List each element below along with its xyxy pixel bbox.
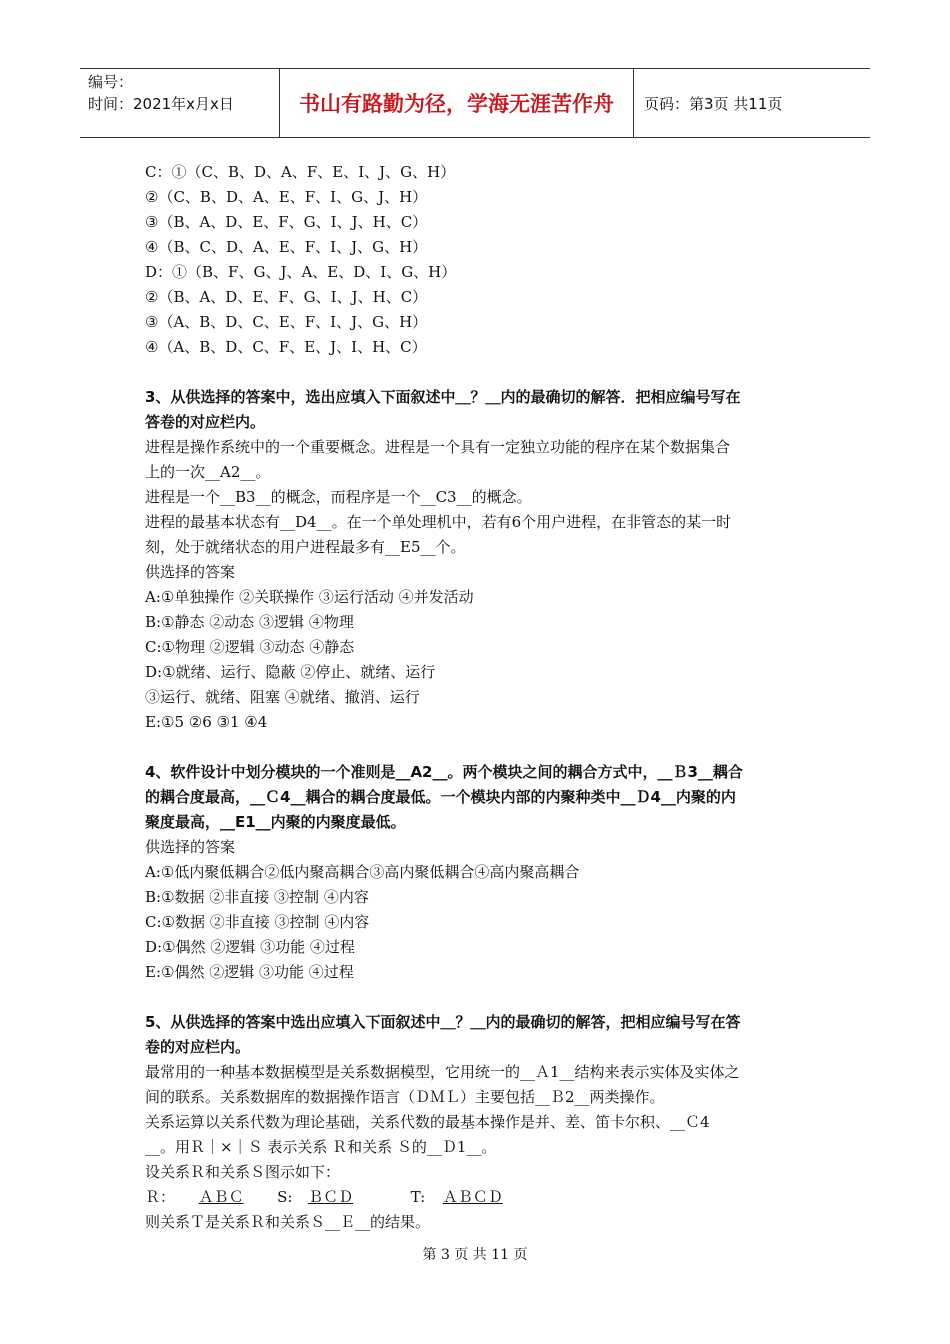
relation-r-label: Ｒ： — [145, 1188, 176, 1206]
answer-option: ③运行、就绪、阻塞 ④就绪、撤消、运行 — [145, 688, 420, 706]
question-text: 最常用的一种基本数据模型是关系数据模型，它用统一的__Ａ1__结构来表示实体及实体之 — [145, 1063, 740, 1081]
answer-option: C:①数据 ②非直接 ③控制 ④内容 — [145, 913, 370, 931]
question-title: 答卷的对应栏内。 — [145, 413, 266, 431]
page-footer: 第 3 页 共 11 页 — [422, 1247, 528, 1263]
question-title: 卷的对应栏内。 — [145, 1038, 251, 1056]
option-line: ④（B、C、D、A、E、F、I、J、G、H） — [145, 238, 428, 256]
option-line: C：①（C、B、D、A、F、E、I、J、G、H） — [145, 163, 456, 181]
question-title: 的耦合度最高，__Ｃ4__耦合的耦合度最低。一个模块内部的内聚种类中__Ｄ4__内聚的内 — [145, 788, 736, 806]
answer-option: C:①物理 ②逻辑 ③动态 ④静态 — [145, 638, 355, 656]
options-block-cd — [145, 160, 815, 360]
option-line: D：①（B、F、G、J、A、E、D、I、G、H） — [145, 263, 457, 281]
option-line: ②（C、B、D、A、E、F、I、G、J、H） — [145, 188, 428, 206]
relation-s-attrs: ＢＣＤ — [308, 1188, 354, 1206]
answer-option: D:①偶然 ②逻辑 ③功能 ④过程 — [145, 938, 355, 956]
answer-option: D:①就绪、运行、隐蔽 ②停止、就绪、运行 — [145, 663, 436, 681]
question-title: 聚度最高，__E1__内聚的内聚度最低。 — [145, 813, 406, 831]
question-text: 进程是一个__B3__的概念，而程序是一个__C3__的概念。 — [145, 488, 532, 506]
date-label: 时间：2021年x月x日 — [88, 95, 234, 113]
answer-heading: 供选择的答案 — [145, 563, 236, 581]
question-text: 上的一次__A2__。 — [145, 463, 271, 481]
question-text: 间的联系。关系数据库的数据操作语言（ＤＭＬ）主要包括__Ｂ2__两类操作。 — [145, 1088, 665, 1106]
header-motto: 书山有路勤为径，学海无涯苦作舟 — [280, 69, 634, 137]
answer-option: B:①数据 ②非直接 ③控制 ④内容 — [145, 888, 369, 906]
question-text: 进程是操作系统中的一个重要概念。进程是一个具有一定独立功能的程序在某个数据集合 — [145, 438, 731, 456]
question-3 — [145, 385, 815, 735]
question-5 — [145, 1010, 815, 1235]
number-label: 编号： — [88, 73, 134, 91]
relation-r-attrs: ＡＢＣ — [198, 1188, 244, 1206]
question-text: 刻，处于就绪状态的用户进程最多有__E5__个。 — [145, 538, 466, 556]
relations-row — [145, 1185, 815, 1210]
question-text: 进程的最基本状态有__D4__。在一个单处理机中，若有6个用户进程，在非管态的某一时 — [145, 513, 732, 531]
page-header — [80, 68, 870, 138]
answer-heading: 供选择的答案 — [145, 838, 236, 856]
question-title: 3、从供选择的答案中，选出应填入下面叙述中＿？＿内的最确切的解答．把相应编号写在 — [145, 388, 741, 406]
question-4 — [145, 760, 815, 985]
document-body — [145, 160, 815, 1235]
option-line: ④（A、B、D、C、F、E、J、I、H、C） — [145, 338, 427, 356]
header-page-label: 页码：第3页 共11页 — [644, 94, 783, 113]
answer-option: E:①偶然 ②逻辑 ③功能 ④过程 — [145, 963, 354, 981]
question-text: __。用Ｒ｜×｜Ｓ 表示关系 Ｒ和关系 Ｓ的__Ｄ1__。 — [145, 1138, 497, 1156]
relation-t-label: T: — [410, 1188, 426, 1206]
question-title: 4、软件设计中划分模块的一个准则是__A2__。两个模块之间的耦合方式中，__Ｂ3__耦合 — [145, 763, 743, 781]
option-line: ③（A、B、D、C、E、F、I、J、G、H） — [145, 313, 428, 331]
question-title: 5、从供选择的答案中选出应填入下面叙述中＿？＿内的最确切的解答，把相应编号写在答 — [145, 1013, 741, 1031]
relation-t-attrs: ＡＢＣＤ — [442, 1188, 503, 1206]
question-text: 则关系Ｔ是关系Ｒ和关系Ｓ__Ｅ__的结果。 — [145, 1213, 431, 1231]
answer-option: A:①低内聚低耦合②低内聚高耦合③高内聚低耦合④高内聚高耦合 — [145, 863, 580, 881]
question-text: 设关系Ｒ和关系Ｓ图示如下： — [145, 1163, 341, 1181]
header-meta — [80, 69, 280, 137]
option-line: ②（B、A、D、E、F、G、I、J、H、C） — [145, 288, 428, 306]
option-line: ③（B、A、D、E、F、G、I、J、H、C） — [145, 213, 428, 231]
question-text: 关系运算以关系代数为理论基础，关系代数的最基本操作是并、差、笛卡尔积、__Ｃ4 — [145, 1113, 710, 1131]
answer-option: B:①静态 ②动态 ③逻辑 ④物理 — [145, 613, 354, 631]
answer-option: E:①5 ②6 ③1 ④4 — [145, 713, 268, 731]
relation-s-label: S: — [277, 1188, 293, 1206]
answer-option: A:①单独操作 ②关联操作 ③运行活动 ④并发活动 — [145, 588, 474, 606]
